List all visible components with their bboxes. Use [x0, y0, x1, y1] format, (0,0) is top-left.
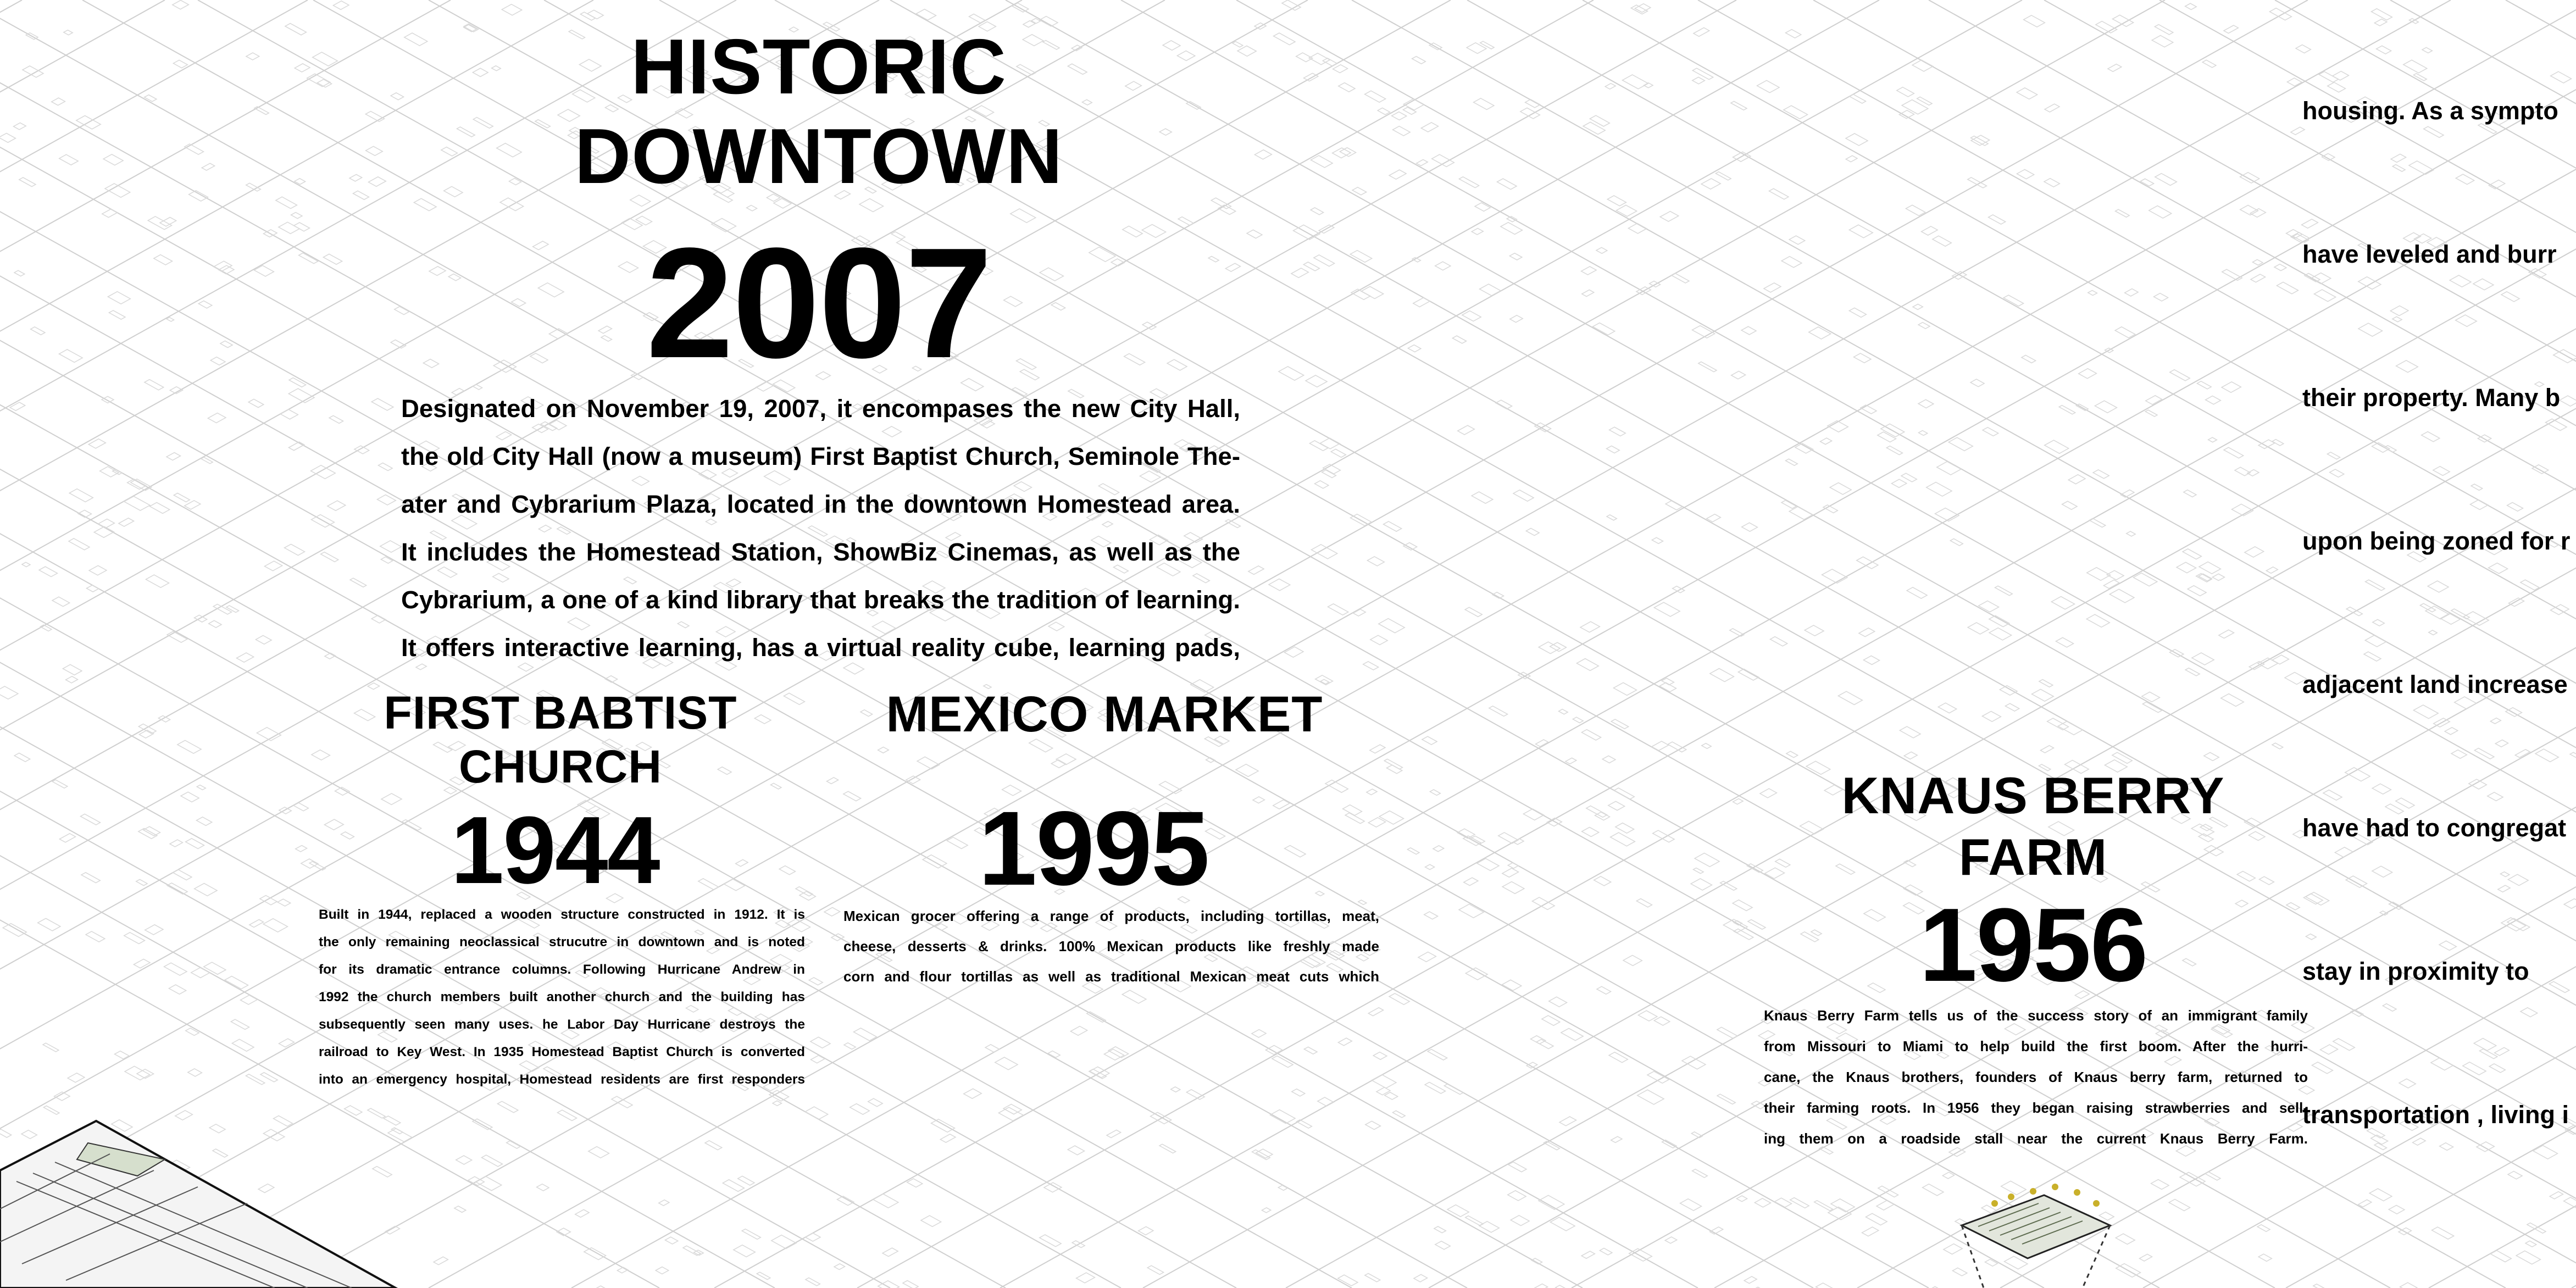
market-text-line: cheese, desserts & drinks. 100% Mexican products like freshly made — [843, 938, 1379, 954]
historic-text-line: It offers interactive learning, has a virtual reality cube, learning pads, — [401, 634, 1240, 662]
church-year: 1944 — [451, 796, 659, 903]
knaus-title — [1813, 765, 2253, 888]
historic-downtown-year: 2007 — [646, 215, 992, 391]
right-text-line: have had to congregat — [2302, 814, 2567, 842]
knaus-farm-model-drawing — [1962, 1184, 2110, 1288]
knaus-text-line: ing them on a roadside stall near the current Knaus Berry Farm. — [1764, 1130, 2308, 1147]
historic-text-line: the old City Hall (now a museum) First Baptist Church, Seminole The- — [401, 442, 1240, 470]
market-text-line: Mexican grocer offering a range of products, including tortillas, meat, — [843, 908, 1379, 924]
church-description — [319, 901, 805, 1093]
church-text-line: subsequently seen many uses. he Labor Day Hurricane destroys the — [319, 1017, 805, 1032]
historic-text-line: ater and Cybrarium Plaza, located in the downtown Homestead area. — [401, 490, 1240, 518]
right-text-line: their property. Many b — [2302, 384, 2561, 412]
church-title — [341, 686, 780, 793]
right-text-line: adjacent land increase — [2302, 670, 2568, 698]
knaus-text-line: their farming roots. In 1956 they began raising strawberries and sell- — [1764, 1100, 2308, 1116]
church-text-line: Built in 1944, replaced a wooden structure constructed in 1912. It is — [319, 907, 805, 922]
right-text-line: upon being zoned for r — [2302, 527, 2571, 555]
church-title-line-2: CHURCH — [459, 741, 662, 792]
right-column-text — [2302, 0, 2576, 1186]
knaus-description — [1764, 1000, 2308, 1154]
knaus-text-line: from Missouri to Miami to help build the first boom. After the hurri- — [1764, 1038, 2308, 1054]
historic-downtown-description — [401, 385, 1240, 671]
historic-text-line: Designated on November 19, 2007, it encompases the new City Hall, — [401, 395, 1240, 423]
right-text-line: stay in proximity to — [2302, 957, 2529, 985]
knaus-year: 1956 — [1919, 887, 2147, 1003]
right-text-line: have leveled and burr — [2302, 240, 2557, 268]
historic-title-line-2: DOWNTOWN — [574, 113, 1063, 201]
right-text-line: transportation , living i — [2302, 1101, 2569, 1129]
historic-title-line-1: HISTORIC — [631, 23, 1007, 110]
church-title-line-1: FIRST BABTIST — [384, 687, 737, 739]
knaus-text-line: Knaus Berry Farm tells us of the success story of an immigrant family — [1764, 1007, 2308, 1024]
isometric-model-drawing — [0, 1121, 396, 1288]
market-title: MEXICO MARKET — [886, 686, 1323, 742]
knaus-title-line-2: FARM — [1958, 828, 2108, 886]
historic-text-line: Cybrarium, a one of a kind library that breaks the tradition of learning. — [401, 586, 1240, 614]
market-description — [843, 901, 1379, 992]
market-text-line: corn and flour tortillas as well as traditional Mexican meat cuts which — [843, 968, 1379, 985]
knaus-text-line: cane, the Knaus brothers, founders of Knaus berry farm, returned to — [1764, 1069, 2308, 1085]
historic-text-line: It includes the Homestead Station, ShowBiz Cinemas, as well as the — [401, 538, 1240, 566]
right-text-line: housing. As a sympto — [2302, 97, 2558, 125]
church-text-line: for its dramatic entrance columns. Following Hurricane Andrew in — [319, 962, 805, 977]
historic-downtown-title — [517, 22, 1121, 202]
church-text-line: into an emergency hospital, Homestead residents are first responders — [319, 1072, 805, 1087]
knaus-title-line-1: KNAUS BERRY — [1841, 767, 2225, 824]
church-text-line: the only remaining neoclassical strucutre in downtown and is noted — [319, 935, 805, 950]
church-text-line: 1992 the church members built another church and the building has — [319, 990, 805, 1004]
market-year: 1995 — [978, 789, 1209, 907]
church-text-line: railroad to Key West. In 1935 Homestead Baptist Church is converted — [319, 1045, 805, 1059]
